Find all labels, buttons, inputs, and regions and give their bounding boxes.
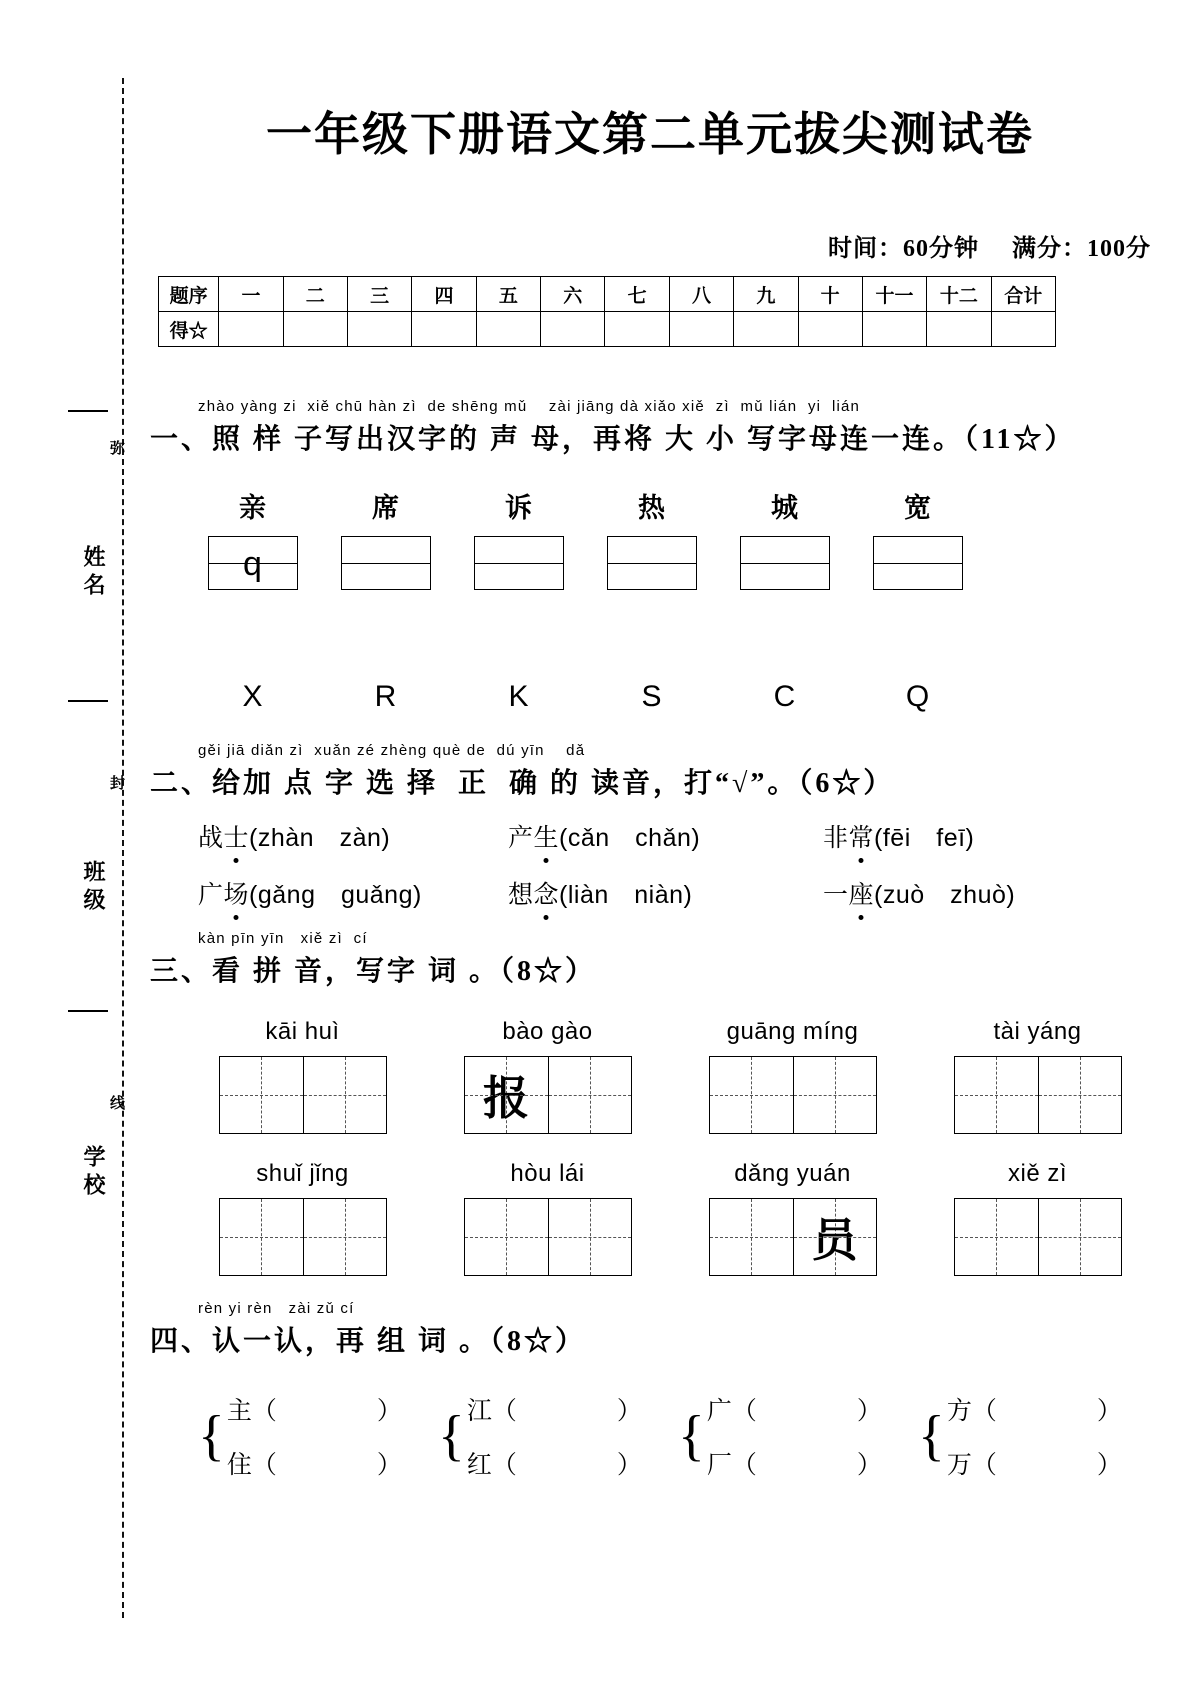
- q3-grid-0[interactable]: [219, 1056, 387, 1134]
- q3-pinyin-7: xiě zì: [1007, 1160, 1067, 1187]
- exam-sheet: [150, 0, 1191, 1684]
- q1-hanzi-4: 城: [771, 493, 798, 523]
- seal-margin-column: [0, 0, 150, 1684]
- q4-line-0-top[interactable]: 主（ ）: [226, 1398, 402, 1425]
- q1-answer-0: q: [243, 545, 262, 583]
- score-entry-2[interactable]: [283, 312, 347, 347]
- q1-item-0: [186, 488, 319, 590]
- q1-box-midline-3: [608, 563, 696, 564]
- q3-filled-6-0: [710, 1199, 793, 1275]
- question-2: [150, 742, 1150, 801]
- q4-line-3-bottom[interactable]: 万（ ）: [946, 1452, 1122, 1479]
- q3-cell-2: [670, 1018, 915, 1134]
- q2-item-2[interactable]: [823, 818, 974, 854]
- seal-mark-0: 弥: [108, 440, 125, 457]
- q2-word-dot-2: 常: [849, 818, 875, 854]
- q1-item-3: [585, 488, 718, 590]
- q2-word-pre-3: 广: [198, 882, 224, 909]
- q1-hanzi-2: 诉: [505, 493, 532, 523]
- q2-item-4[interactable]: [508, 875, 823, 911]
- q1-hanzi-3: 热: [638, 493, 665, 523]
- question-3-row-1: [180, 1018, 1160, 1134]
- q1-item-5: [851, 488, 984, 590]
- q3-filled-1-1: [549, 1057, 631, 1133]
- q3-cell-1: [425, 1018, 670, 1134]
- question-2-row-1: [198, 818, 1148, 854]
- score-entry-3[interactable]: [347, 312, 411, 347]
- question-4-groups: [198, 1382, 1158, 1490]
- q1-hanzi-1: 席: [372, 493, 399, 523]
- q3-grid-2-cell-1[interactable]: [793, 1057, 876, 1133]
- q3-grid-7[interactable]: [954, 1198, 1122, 1276]
- score-entry-1[interactable]: [219, 312, 283, 347]
- page-title: 一年级下册语文第二单元拔尖测试卷: [266, 109, 1034, 160]
- q3-cell-6: [670, 1160, 915, 1276]
- name-field-rule: [68, 410, 108, 412]
- q1-answer-box-0[interactable]: [208, 536, 298, 590]
- score-col-8: 八: [669, 277, 733, 312]
- q2-word-dot-4: 念: [534, 875, 560, 911]
- q3-pinyin-3: tài yáng: [993, 1018, 1082, 1045]
- q3-pinyin-1: bào gào: [502, 1018, 593, 1045]
- q1-answer-box-5[interactable]: [873, 536, 963, 590]
- q3-filled-4-0: [220, 1199, 303, 1275]
- score-col-12: 十二: [927, 277, 991, 312]
- q1-answer-box-4[interactable]: [740, 536, 830, 590]
- score-col-3: 三: [347, 277, 411, 312]
- score-table-row1-header: 题序: [159, 277, 219, 312]
- q2-options-1[interactable]: (cǎn chǎn): [559, 824, 701, 852]
- q3-filled-0-0: [220, 1057, 303, 1133]
- q3-filled-4-1: [304, 1199, 386, 1275]
- question-1-pinyin: zhào yàng zi xiě chū hàn zì de shēng mǔ zài jiāng dà xiǎo xiě zì mǔ lián yi lián: [198, 398, 861, 415]
- question-1-uppercase-row: [186, 680, 1146, 714]
- q3-grid-5-cell-1[interactable]: [548, 1199, 631, 1275]
- score-table: [158, 276, 1056, 347]
- score-col-10: 十: [798, 277, 862, 312]
- score-entry-5[interactable]: [476, 312, 540, 347]
- question-4-pinyin: rèn yi rèn zài zǔ cí: [198, 1300, 355, 1317]
- q3-pinyin-6: dǎng yuán: [734, 1160, 851, 1187]
- q1-box-midline-4: [741, 563, 829, 564]
- q1-box-midline-2: [475, 563, 563, 564]
- q2-word-dot-5: 座: [849, 875, 875, 911]
- q1-uppercase-3[interactable]: S: [641, 680, 662, 713]
- q3-cell-3: [915, 1018, 1160, 1134]
- q3-grid-6-cell-1[interactable]: [793, 1199, 876, 1275]
- q3-pinyin-2: guāng míng: [726, 1018, 859, 1045]
- exam-total-label: 满分：100分: [1012, 236, 1151, 262]
- q1-box-midline-5: [874, 563, 962, 564]
- question-2-title: 二、给加 点 字 选 择 正 确 的 读音，打“√”。（6☆）: [150, 768, 895, 799]
- score-entry-8[interactable]: [669, 312, 733, 347]
- question-1-character-row: [186, 488, 1146, 590]
- q3-grid-7-cell-1[interactable]: [1038, 1199, 1121, 1275]
- q1-item-1: [319, 488, 452, 590]
- q1-item-2: [452, 488, 585, 590]
- q3-filled-6-1: 员: [811, 1215, 858, 1266]
- score-col-9: 九: [734, 277, 798, 312]
- score-entry-12[interactable]: [927, 312, 991, 347]
- score-col-5: 五: [476, 277, 540, 312]
- score-col-7: 七: [605, 277, 669, 312]
- q2-word-pre-1: 产: [508, 825, 534, 852]
- q2-item-1[interactable]: [508, 818, 823, 854]
- q3-cell-4: [180, 1160, 425, 1276]
- question-1: [150, 398, 1150, 457]
- score-col-2: 二: [283, 277, 347, 312]
- q3-filled-7-1: [1039, 1199, 1121, 1275]
- q3-pinyin-5: hòu lái: [510, 1160, 585, 1187]
- q3-grid-3-cell-1[interactable]: [1038, 1057, 1121, 1133]
- q1-hanzi-0: 亲: [239, 493, 266, 523]
- q1-item-4: [718, 488, 851, 590]
- q1-answer-box-3[interactable]: [607, 536, 697, 590]
- q2-options-0[interactable]: (zhàn zàn): [249, 824, 391, 852]
- q1-box-midline-1: [342, 563, 430, 564]
- question-3-title: 三、看 拼 音，写字 词 。（8☆）: [150, 956, 597, 987]
- question-2-pinyin: gěi jiā diǎn zì xuǎn zé zhèng què de dú yīn dǎ: [198, 742, 586, 759]
- q3-grid-6-cell-0[interactable]: [710, 1199, 793, 1275]
- q3-grid-4-cell-0[interactable]: [220, 1199, 303, 1275]
- score-entry-6[interactable]: [541, 312, 605, 347]
- q3-filled-2-1: [794, 1057, 876, 1133]
- q3-filled-2-0: [710, 1057, 793, 1133]
- q3-filled-5-1: [549, 1199, 631, 1275]
- question-2-row-2: [198, 875, 1148, 911]
- q2-word-dot-0: 士: [224, 818, 250, 854]
- q3-grid-1[interactable]: [464, 1056, 632, 1134]
- class-field-rule: [68, 700, 108, 702]
- q3-grid-4-cell-1[interactable]: [303, 1199, 386, 1275]
- q3-grid-5[interactable]: [464, 1198, 632, 1276]
- q4-group-1: [438, 1382, 678, 1490]
- score-entry-total[interactable]: [991, 312, 1055, 347]
- q3-grid-2-cell-0[interactable]: [710, 1057, 793, 1133]
- q3-grid-1-cell-1[interactable]: [548, 1057, 631, 1133]
- q3-grid-3[interactable]: [954, 1056, 1122, 1134]
- field-label-class: 班级: [81, 860, 106, 916]
- q3-grid-7-cell-0[interactable]: [955, 1199, 1038, 1275]
- brace-icon-1: {: [438, 1404, 465, 1467]
- q3-grid-5-cell-0[interactable]: [465, 1199, 548, 1275]
- q2-word-pre-2: 非: [823, 825, 849, 852]
- q3-cell-7: [915, 1160, 1160, 1276]
- q3-filled-5-0: [465, 1199, 548, 1275]
- score-entry-10[interactable]: [798, 312, 862, 347]
- q3-cell-0: [180, 1018, 425, 1134]
- score-entry-11[interactable]: [862, 312, 926, 347]
- q2-word-pre-5: 一: [823, 882, 849, 909]
- q1-answer-box-2[interactable]: [474, 536, 564, 590]
- question-4: [150, 1300, 1150, 1359]
- q3-grid-2[interactable]: [709, 1056, 877, 1134]
- q2-options-3[interactable]: (gǎng guǎng): [249, 881, 422, 909]
- question-1-title: 一、照 样 子写出汉字的 声 母，再将 大 小 写字母连一连。（11☆）: [150, 424, 1076, 455]
- score-table-entry-row: [159, 312, 1056, 347]
- q4-group-0: [198, 1382, 438, 1490]
- q4-line-0-bottom[interactable]: 住（ ）: [226, 1452, 402, 1479]
- q2-word-pre-4: 想: [508, 882, 534, 909]
- brace-icon-3: {: [918, 1404, 945, 1467]
- q2-item-5[interactable]: [823, 875, 1015, 911]
- q2-item-0[interactable]: [198, 818, 508, 854]
- q1-answer-box-1[interactable]: [341, 536, 431, 590]
- q4-line-3-top[interactable]: 方（ ）: [946, 1398, 1122, 1425]
- q3-pinyin-0: kāi huì: [265, 1018, 340, 1045]
- q3-pinyin-4: shuǐ jǐng: [256, 1160, 349, 1187]
- q1-uppercase-5[interactable]: Q: [905, 680, 930, 713]
- question-3-pinyin: kàn pīn yīn xiě zì cí: [198, 930, 368, 947]
- q2-options-5[interactable]: (zuò zhuò): [874, 881, 1016, 909]
- seal-mark-2: 线: [108, 1095, 125, 1112]
- q2-options-2[interactable]: (fēi feī): [874, 824, 975, 852]
- question-3-row-2: [180, 1160, 1160, 1276]
- exam-meta: [802, 228, 1151, 263]
- score-col-1: 一: [219, 277, 283, 312]
- q4-line-1-top[interactable]: 江（ ）: [466, 1398, 642, 1425]
- q4-group-2: [678, 1382, 918, 1490]
- brace-icon-0: {: [198, 1404, 225, 1467]
- q4-line-2-bottom[interactable]: 厂（ ）: [706, 1452, 882, 1479]
- q3-filled-0-1: [304, 1057, 386, 1133]
- score-table-header-row: [159, 277, 1056, 312]
- q2-word-pre-0: 战: [198, 825, 224, 852]
- score-entry-7[interactable]: [605, 312, 669, 347]
- q1-uppercase-1[interactable]: R: [374, 680, 397, 713]
- score-entry-9[interactable]: [734, 312, 798, 347]
- score-col-11: 十一: [862, 277, 926, 312]
- q4-line-2-top[interactable]: 广（ ）: [706, 1398, 882, 1425]
- seal-mark-1: 封: [108, 775, 125, 792]
- score-table-row2-header: 得☆: [159, 312, 219, 347]
- q3-grid-0-cell-1[interactable]: [303, 1057, 386, 1133]
- q1-uppercase-4[interactable]: C: [773, 680, 796, 713]
- q2-word-dot-3: 场: [224, 875, 250, 911]
- q3-filled-3-1: [1039, 1057, 1121, 1133]
- school-field-rule: [68, 1010, 108, 1012]
- question-4-title: 四、认一认，再 组 词 。（8☆）: [150, 1326, 587, 1357]
- q1-uppercase-0[interactable]: X: [242, 680, 263, 713]
- score-entry-4[interactable]: [412, 312, 476, 347]
- score-col-4: 四: [412, 277, 476, 312]
- q3-grid-6[interactable]: [709, 1198, 877, 1276]
- q3-grid-0-cell-0[interactable]: [220, 1057, 303, 1133]
- exam-time-label: 时间：60分钟: [828, 236, 979, 262]
- question-3: [150, 930, 1150, 989]
- q4-group-3: [918, 1382, 1158, 1490]
- field-label-school: 学校: [81, 1145, 106, 1201]
- q3-filled-1-0: 报: [483, 1073, 529, 1124]
- q1-hanzi-5: 宽: [904, 493, 931, 523]
- score-col-6: 六: [541, 277, 605, 312]
- q3-filled-7-0: [955, 1199, 1038, 1275]
- q2-word-dot-1: 生: [534, 818, 560, 854]
- score-col-total: 合计: [991, 277, 1055, 312]
- q3-grid-1-cell-0[interactable]: [465, 1057, 548, 1133]
- brace-icon-2: {: [678, 1404, 705, 1467]
- q3-grid-4[interactable]: [219, 1198, 387, 1276]
- q2-options-4[interactable]: (liàn niàn): [559, 881, 693, 909]
- q2-item-3[interactable]: [198, 875, 508, 911]
- q3-filled-3-0: [955, 1057, 1038, 1133]
- field-label-name: 姓名: [81, 545, 106, 601]
- q1-uppercase-2[interactable]: K: [508, 680, 529, 713]
- q3-grid-3-cell-0[interactable]: [955, 1057, 1038, 1133]
- seal-dashed-line: [122, 78, 124, 1618]
- q3-cell-5: [425, 1160, 670, 1276]
- q4-line-1-bottom[interactable]: 红（ ）: [466, 1452, 642, 1479]
